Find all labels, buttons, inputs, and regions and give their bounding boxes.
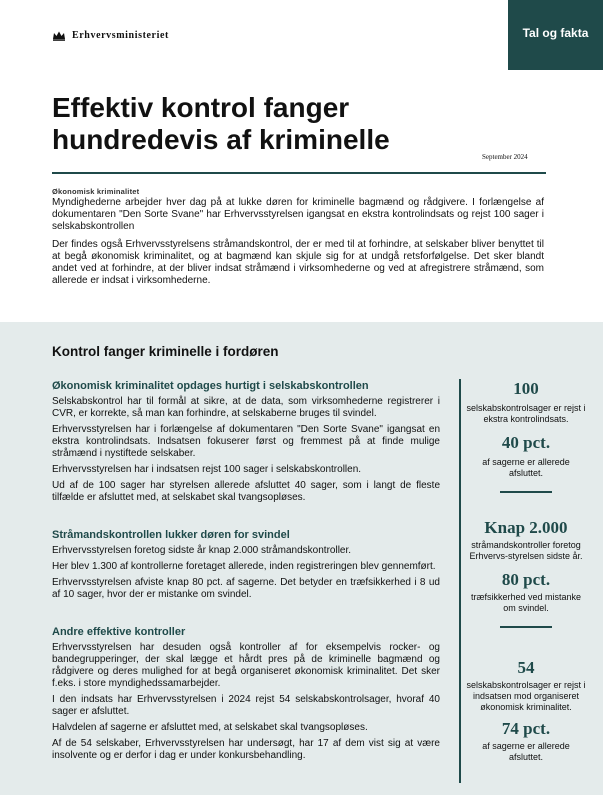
page-title: Effektiv kontrol fanger hundredevis af kriminelle xyxy=(52,92,390,155)
section-paragraph: Af de 54 selskaber, Erhvervsstyrelsen har undersøgt, har 17 af dem vist sig at være insolvente og er derfor i dag er under konkursbehandling. xyxy=(52,738,440,761)
section-heading: Økonomisk kriminalitet opdages hurtigt i selskabskontrollen xyxy=(52,380,369,392)
section-paragraph: Erhvervsstyrelsen afviste knap 80 pct. af sagerne. Det betyder en træfsikkerhed i 8 ud af 10 sager, hvor der er mistanke om svindel. xyxy=(52,577,440,600)
sidebar-rule xyxy=(459,379,461,783)
stat-label: træfsikkerhed ved mistanke om svindel. xyxy=(470,592,582,613)
intro-paragraph: Der findes også Erhvervsstyrelsens stråmandskontrol, der er med til at forhindre, at selskaber bliver benyttet til at begå økonomisk kriminalitet, og at bagmænd kan skjule sig for at undgå retsforfølgelse. Det sker blandt andet ved at forhindre, at der bliver indsat stråmænd i virksomhederne og ved at afregistrere stråmænd, som allerede er indsat i virksomhederne. xyxy=(52,239,544,286)
section-paragraph: Erhvervsstyrelsen har desuden også kontroller af for eksempelvis rocker- og bandegrupperinger, der skal lægge et hårdt pres på de kriminelle bagmænd og rådgivere og deres mulighed for at begå organiseret økonomisk kriminalitet. Det sker f.eks. i store myndighedssamarbejder. xyxy=(52,642,440,689)
section-paragraph: Ud af de 100 sager har styrelsen allerede afsluttet 40 sager, som i langt de fleste tilfælde er afsluttet med, at selskabet skal tvangsopløses. xyxy=(52,480,440,503)
crown-icon xyxy=(52,30,66,41)
publication-date: September 2024 xyxy=(482,153,528,161)
stat-value: 74 pct. xyxy=(501,719,551,738)
intro-paragraph: Myndighederne arbejder hver dag på at lukke døren for kriminelle bagmænd og rådgivere. I forlængelse af dokumentaren "Den Sorte Svane" har Erhvervsstyrelsen igangsat en ekstra kontrolindsats og rejst 100 sager i selskabskontrollen xyxy=(52,197,544,232)
stat-value: 54 xyxy=(517,658,535,677)
ministry-logo xyxy=(52,30,169,41)
stat-value: Knap 2.000 xyxy=(484,518,568,537)
section-paragraph: Erhvervsstyrelsen foretog sidste år knap 2.000 stråmandskontroller. xyxy=(52,545,352,556)
kicker: Økonomisk kriminalitet xyxy=(52,187,140,196)
section-paragraph: Erhvervsstyrelsen har i forlængelse af dokumentaren "Den Sorte Svane" igangsat en ekstra kontrolindsats. Indsatsen fokuserer først og fremmest på at finde mulige stråmænd i nystiftede selskaber. xyxy=(52,424,440,459)
stat-label: af sagerne er allerede afsluttet. xyxy=(482,741,570,762)
stat-label: selskabskontrolsager er rejst i indsatsen mod organiseret økonomisk kriminalitet. xyxy=(466,680,586,712)
section-straamandskontrol xyxy=(52,529,440,601)
stat-separator xyxy=(500,491,552,493)
title-divider xyxy=(52,172,546,174)
stat-value: 40 pct. xyxy=(501,433,551,452)
stat-value: 80 pct. xyxy=(501,570,551,589)
stat-group xyxy=(466,658,586,763)
stat-group xyxy=(466,518,586,628)
section-paragraph: Halvdelen af sagerne er afsluttet med, at selskabet skal tvangsopløses. xyxy=(52,722,368,733)
section-heading: Andre effektive kontroller xyxy=(52,626,186,638)
stat-label: af sagerne er allerede afsluttet. xyxy=(482,457,570,478)
stat-group xyxy=(466,379,586,493)
intro-text xyxy=(52,197,544,287)
section-paragraph: Her blev 1.300 af kontrollerne foretaget allerede, inden registreringen blev gennemført. xyxy=(52,561,436,572)
panel-title: Kontrol fanger kriminelle i fordøren xyxy=(52,344,279,359)
ministry-name: Erhvervsministeriet xyxy=(72,30,169,41)
section-heading: Stråmandskontrollen lukker døren for svindel xyxy=(52,529,290,541)
category-tab: Tal og fakta xyxy=(508,0,603,70)
section-andre-kontroller xyxy=(52,626,440,762)
section-selskabskontrol xyxy=(52,380,440,504)
stat-label: selskabskontrolsager er rejst i ekstra kontrolindsats. xyxy=(466,403,586,424)
section-paragraph: Selskabskontrol har til formål at sikre, at de data, som virksomhederne registrerer i CVR, er korrekte, så man kan forhindre, at selskaberne bruges til svindel. xyxy=(52,396,440,419)
stat-separator xyxy=(500,626,552,628)
stat-label: stråmandskontroller foretog Erhvervs-styrelsen sidste år. xyxy=(469,540,583,561)
section-paragraph: Erhvervsstyrelsen har i indsatsen rejst 100 sager i selskabskontrollen. xyxy=(52,464,362,475)
stat-value: 100 xyxy=(513,379,539,398)
section-paragraph: I den indsats har Erhvervsstyrelsen i 2024 rejst 54 selskabskontrolsager, hvoraf 40 sager er afsluttet. xyxy=(52,694,440,717)
